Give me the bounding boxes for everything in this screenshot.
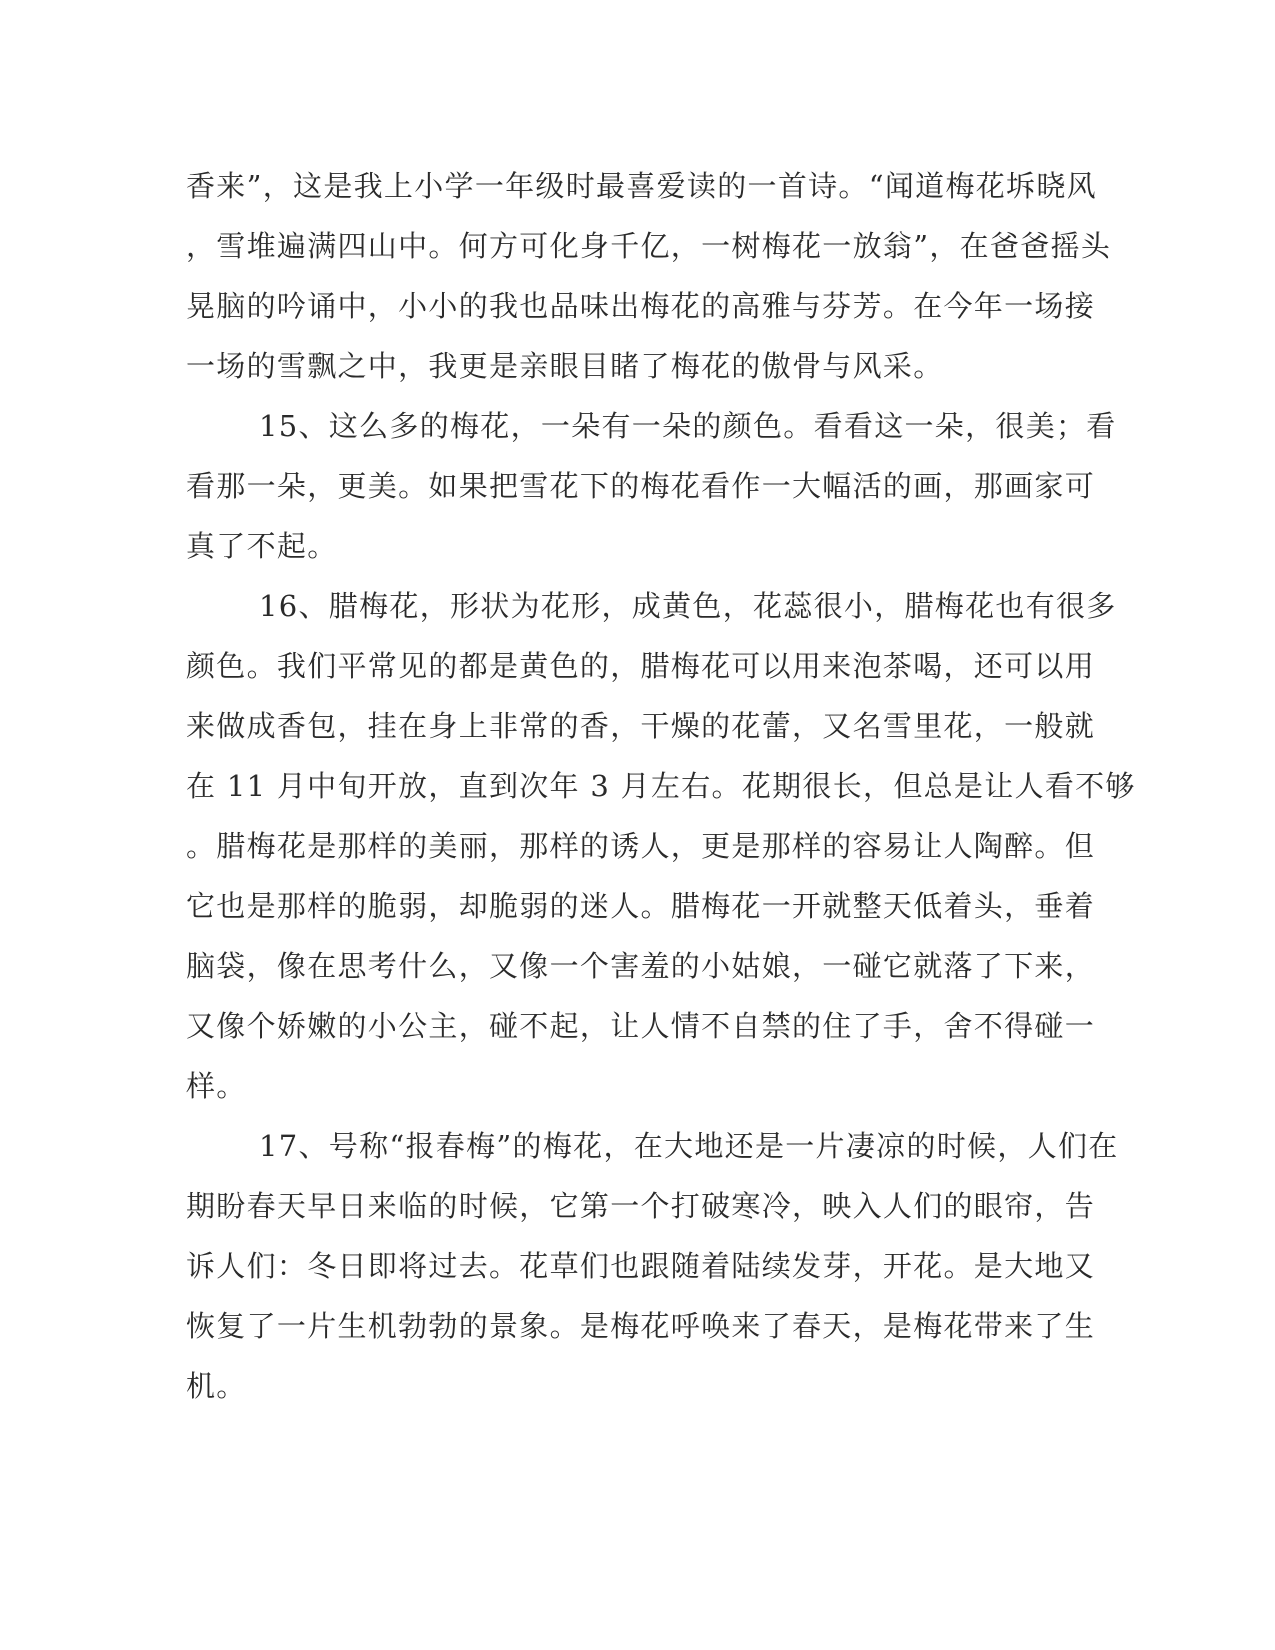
paragraph-first-line: 17、号称“报春梅”的梅花，在大地还是一片凄凉的时候，人们在	[259, 1129, 1119, 1163]
text-line: 颜色。我们平常见的都是黄色的，腊梅花可以用来泡茶喝，还可以用	[186, 649, 1096, 683]
text-line: ，雪堆遍满四山中。何方可化身千亿，一树梅花一放翁”，在爸爸摇头	[186, 229, 1112, 263]
text-line: 。腊梅花是那样的美丽，那样的诱人，更是那样的容易让人陶醉。但	[186, 829, 1096, 863]
text-line: 它也是那样的脆弱，却脆弱的迷人。腊梅花一开就整天低着头，垂着	[186, 889, 1096, 923]
text-line: 真了不起。	[186, 529, 338, 563]
text-line: 一场的雪飘之中，我更是亲眼目睹了梅花的傲骨与风采。	[186, 349, 944, 383]
text-line: 来做成香包，挂在身上非常的香，干燥的花蕾，又名雪里花，一般就	[186, 709, 1096, 743]
text-line: 晃脑的吟诵中，小小的我也品味出梅花的高雅与芬芳。在今年一场接	[186, 289, 1096, 323]
text-line: 样。	[186, 1069, 247, 1103]
paragraph-first-line: 15、这么多的梅花，一朵有一朵的颜色。看看这一朵，很美；看	[259, 409, 1117, 443]
text-line: 诉人们：冬日即将过去。花草们也跟随着陆续发芽，开花。是大地又	[186, 1249, 1096, 1283]
text-line: 看那一朵，更美。如果把雪花下的梅花看作一大幅活的画，那画家可	[186, 469, 1096, 503]
document-body	[186, 156, 1136, 1416]
text-line: 机。	[186, 1369, 247, 1403]
text-line: 香来”，这是我上小学一年级时最喜爱读的一首诗。“闻道梅花坼晓风	[186, 169, 1097, 203]
text-line: 又像个娇嫩的小公主，碰不起，让人情不自禁的住了手，舍不得碰一	[186, 1009, 1096, 1043]
paragraph-first-line: 16、腊梅花，形状为花形，成黄色，花蕊很小，腊梅花也有很多	[259, 589, 1117, 623]
text-line: 恢复了一片生机勃勃的景象。是梅花呼唤来了春天，是梅花带来了生	[186, 1309, 1096, 1343]
text-line: 脑袋，像在思考什么，又像一个害羞的小姑娘，一碰它就落了下来，	[186, 949, 1096, 983]
text-line: 在 11 月中旬开放，直到次年 3 月左右。花期很长，但总是让人看不够	[186, 769, 1136, 803]
text-line: 期盼春天早日来临的时候，它第一个打破寒冷，映入人们的眼帘，告	[186, 1189, 1096, 1223]
